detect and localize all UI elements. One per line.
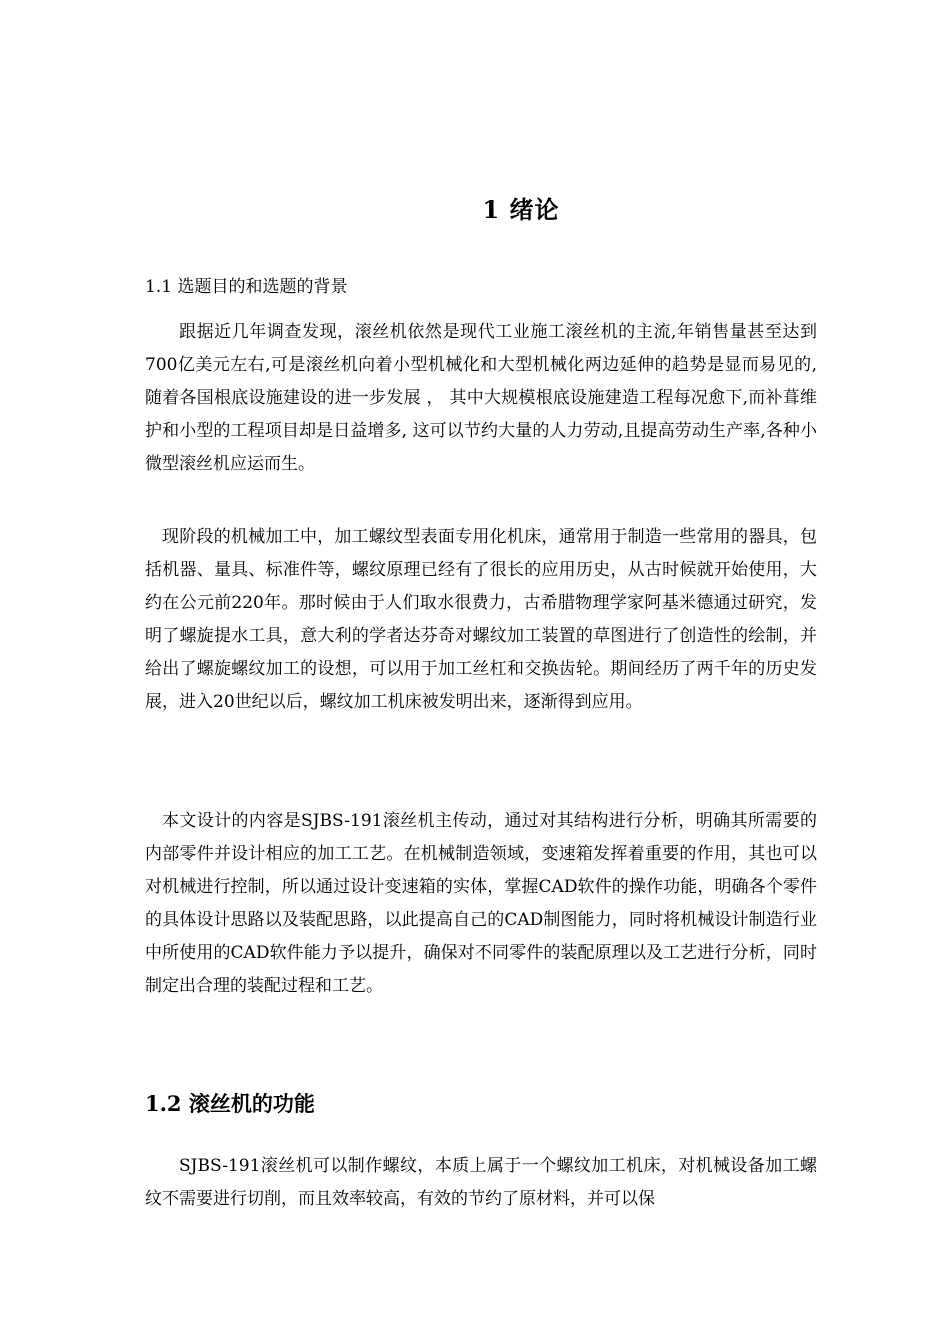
- chapter-title: 1 绪论: [482, 195, 560, 224]
- paragraph-history: 现阶段的机械加工中，加工螺纹型表面专用化机床，通常用于制造一些常用的器具，包括机器、量具、标准件等，螺纹原理已经有了很长的应用历史，从古时候就开始使用，大约在公元前220年。那时候由于人们取水很费力，古希腊物理学家阿基米德通过研究，发明了螺旋提水工具，意大利的学者达芬奇对螺纹加工装置的草图进行了创造性的绘制，并给出了螺旋螺纹加工的设想，可以用于加工丝杠和交换齿轮。期间经历了两千年的历史发展，进入20世纪以后，螺纹加工机床被发明出来，逐渐得到应用。: [145, 527, 817, 712]
- paragraph-design-content: 本文设计的内容是SJBS-191滚丝机主传动，通过对其结构进行分析，明确其所需要的内部零件并设计相应的加工工艺。在机械制造领域，变速箱发挥着重要的作用，其也可以对机械进行控制，所以通过设计变速箱的实体，掌握CAD软件的操作功能，明确各个零件的具体设计思路以及装配思路，以此提高自己的CAD制图能力，同时将机械设计制造行业中所使用的CAD软件能力予以提升，确保对不同零件的装配原理以及工艺进行分析，同时制定出合理的装配过程和工艺。: [145, 811, 817, 996]
- paragraph-function: SJBS-191滚丝机可以制作螺纹，本质上属于一个螺纹加工机床，对机械设备加工螺纹不需要进行切削，而且效率较高，有效的节约了原材料，并可以保: [145, 1156, 817, 1209]
- section-heading-1-1: 1.1 选题目的和选题的背景: [145, 277, 348, 297]
- document-page: [145, 0, 817, 1344]
- section-heading-1-2: 1.2 滚丝机的功能: [145, 1091, 315, 1116]
- paragraph-background: 跟据近几年调查发现，滚丝机依然是现代工业施工滚丝机的主流,年销售量甚至达到700亿美元左右,可是滚丝机向着小型机械化和大型机械化两边延伸的趋势是显而易见的,随着各国根底设施建设的进一步发展 ， 其中大规模根底设施建造工程每况愈下,而补葺维护和小型的工程项目却是日益增多, 这可以节约大量的人力劳动,且提高劳动生产率,各种小微型滚丝机应运而生。: [145, 322, 817, 474]
